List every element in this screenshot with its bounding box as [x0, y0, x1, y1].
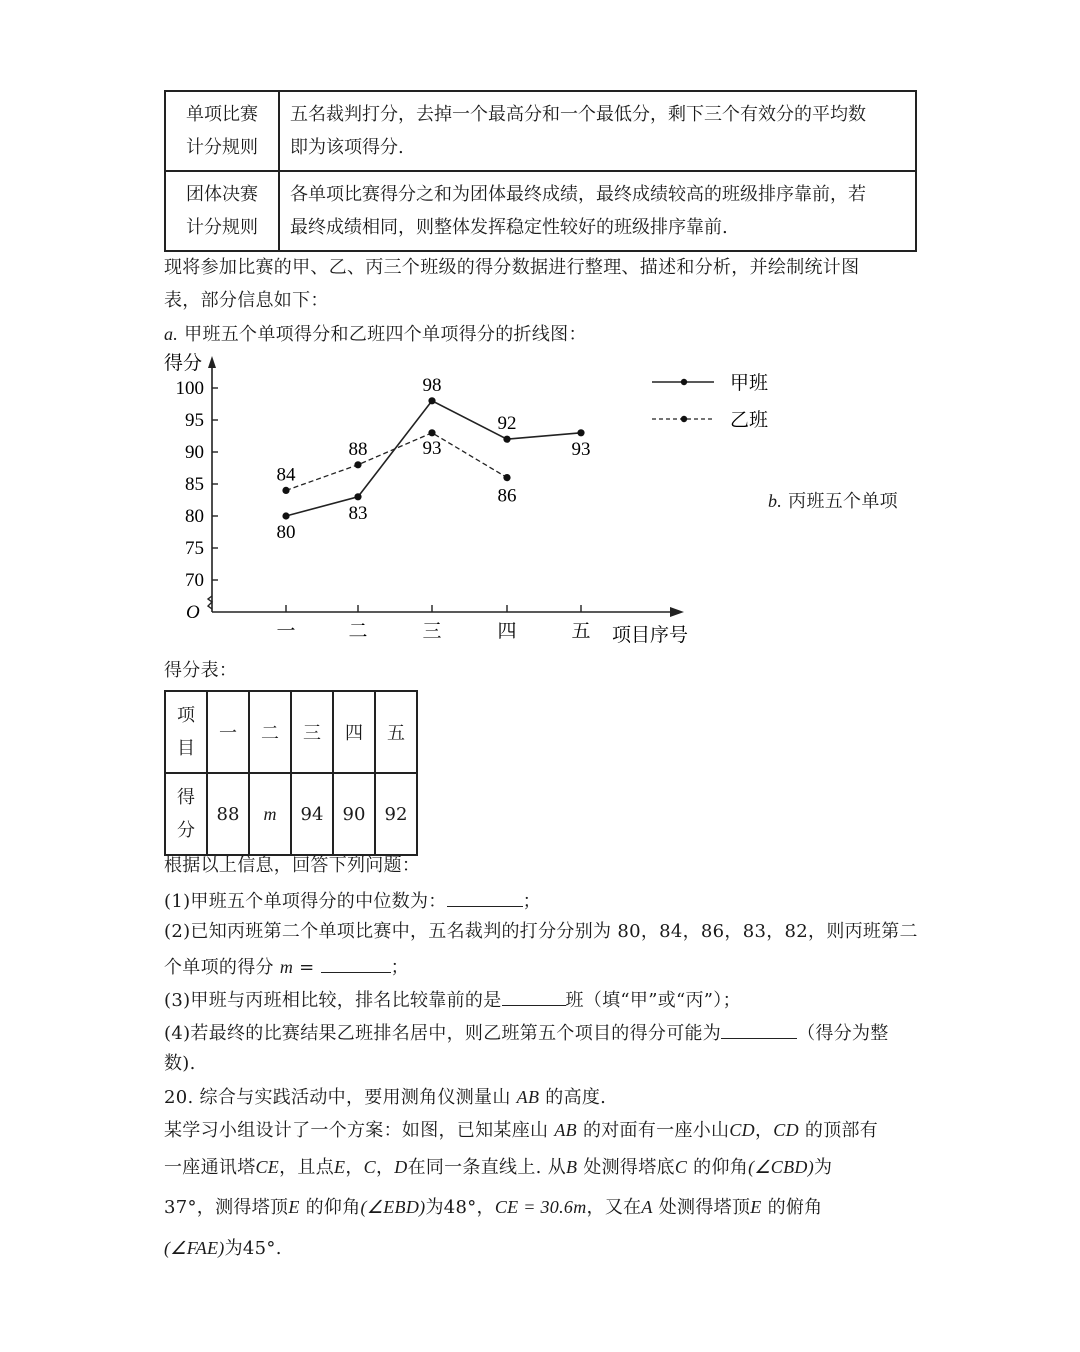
series-line-yi: [286, 433, 507, 491]
data-label: 80: [276, 522, 296, 543]
y-tick-label: 100: [175, 378, 204, 399]
score-table-score-row: [165, 773, 417, 855]
score-table-item: 一: [207, 691, 249, 773]
x-axis-label: 项目序号: [612, 625, 689, 646]
text: ，且点: [279, 1157, 335, 1178]
text: 20. 综合与实践活动中，要用测角仪测量山: [164, 1087, 517, 1108]
answer-blank-1[interactable]: [447, 888, 523, 907]
y-tick-label: 95: [185, 410, 204, 431]
question-2-text: 个单项的得分: [164, 957, 274, 978]
answer-blank-2[interactable]: [321, 954, 391, 973]
y-tick-label: 90: [185, 442, 204, 463]
question-3-suffix: 班（填“甲”或“丙”）；: [565, 990, 741, 1011]
score-table-header-label: [165, 691, 207, 773]
y-tick-label: 80: [185, 506, 204, 527]
text: 的对面有一座小山: [576, 1120, 730, 1141]
text: 一座通讯塔: [164, 1157, 256, 1178]
var-ce: CE: [255, 1157, 280, 1177]
rules-desc-line: 即为该项得分.: [290, 137, 404, 158]
chart-series: [277, 375, 591, 543]
data-point: [503, 436, 510, 443]
var-e: E: [334, 1157, 346, 1177]
problem-20-line-5: [164, 1237, 282, 1260]
data-label: 88: [348, 438, 368, 460]
part-a-text: 甲班五个单项得分和乙班四个单项得分的折线图：: [184, 324, 587, 345]
rules-label-line: 计分规则: [186, 217, 258, 238]
chart-legend: [652, 372, 768, 431]
var-cd: CD: [729, 1120, 755, 1140]
score-table-item: 三: [291, 691, 333, 773]
text: 的仰角: [687, 1157, 749, 1178]
var-e: E: [750, 1197, 762, 1217]
data-point: [282, 512, 289, 519]
score-table-value: m: [249, 773, 291, 855]
x-tick-label: 一: [276, 621, 296, 642]
text: 处测得塔顶: [652, 1197, 751, 1218]
answer-blank-3[interactable]: [502, 987, 566, 1006]
legend-label-yi: 乙班: [730, 410, 769, 431]
score-table-item: 四: [333, 691, 375, 773]
data-label: 98: [422, 374, 442, 396]
rules-label-line: 单项比赛: [186, 104, 258, 125]
question-1-text: (1)甲班五个单项得分的中位数为：: [164, 891, 447, 912]
data-label: 93: [422, 437, 442, 459]
data-point: [428, 429, 435, 436]
score-table-score-label: [165, 773, 207, 855]
question-4-line-1: [164, 1020, 889, 1045]
score-label-char: 分: [177, 820, 195, 841]
question-2-suffix: ；: [390, 957, 409, 978]
var-c: C: [363, 1157, 376, 1177]
rules-desc-line: 各单项比赛得分之和为团体最终成绩，最终成绩较高的班级排序靠前，若: [290, 184, 866, 205]
header-label-char: 目: [177, 738, 195, 759]
y-axis-label: 得分: [164, 353, 203, 374]
part-b-heading: [768, 490, 898, 513]
text: 的仰角: [299, 1197, 361, 1218]
problem-20-line-2: [164, 1119, 878, 1142]
text: ，: [754, 1120, 774, 1141]
intro-line-1: 现将参加比赛的甲、乙、丙三个班级的得分数据进行整理、描述和分析，并绘制统计图: [164, 257, 860, 278]
question-3: [164, 987, 741, 1012]
rules-label-line: 团体决赛: [186, 184, 258, 205]
score-table-item: 二: [249, 691, 291, 773]
angle-fae: (∠FAE): [164, 1238, 225, 1258]
problem-20-line-1: [164, 1086, 606, 1109]
part-a-letter: a.: [164, 324, 179, 344]
score-table-caption: 得分表：: [164, 660, 238, 681]
problem-20-line-3: [164, 1156, 832, 1179]
angle-cbd: (∠CBD): [748, 1157, 815, 1177]
intro-line-2: 表，部分信息如下：: [164, 290, 329, 311]
y-tick-label: 70: [185, 570, 204, 591]
question-4-line-2: 数).: [164, 1053, 196, 1074]
score-label-char: 得: [177, 787, 195, 808]
var-b: B: [566, 1157, 578, 1177]
equals-sign: =: [293, 957, 321, 978]
var-e: E: [288, 1197, 300, 1217]
x-tick-label: 二: [348, 621, 368, 642]
data-point: [354, 493, 361, 500]
question-4-text: (4)若最终的比赛结果乙班排名居中，则乙班第五个项目的得分可能为: [164, 1023, 722, 1044]
rules-label-line: 计分规则: [186, 137, 258, 158]
y-axis-arrow-icon: [208, 356, 216, 368]
score-table-value: 94: [291, 773, 333, 855]
question-4-suffix: （得分为整: [797, 1023, 889, 1044]
score-table-value: 92: [375, 773, 417, 855]
x-tick-label: 三: [422, 621, 442, 642]
origin-label: O: [186, 602, 200, 623]
text: 某学习小组设计了一个方案：如图，已知某座山: [164, 1120, 555, 1141]
question-1-suffix: ；: [522, 891, 541, 912]
y-tick-label: 75: [185, 538, 204, 559]
data-label: 83: [348, 502, 368, 524]
data-label: 86: [497, 485, 517, 507]
text: ，: [345, 1157, 364, 1178]
data-point: [282, 487, 289, 494]
data-label: 92: [497, 413, 517, 435]
text: 37°，测得塔顶: [164, 1197, 289, 1218]
var-d: D: [394, 1157, 408, 1177]
x-ticks: [276, 605, 590, 642]
line-chart: [0, 0, 1080, 660]
var-a: A: [641, 1197, 653, 1217]
x-tick-label: 四: [497, 621, 517, 642]
text: 为45°.: [224, 1238, 282, 1259]
score-table-item: 五: [375, 691, 417, 773]
score-table-value: 88: [207, 773, 249, 855]
text: 的顶部有: [798, 1120, 879, 1141]
question-2-line-1: (2)已知丙班第二个单项比赛中，五名裁判的打分分别为 80，84，86，83，82，则丙班第二: [164, 921, 918, 942]
rules-desc-line: 最终成绩相同，则整体发挥稳定性较好的班级排序靠前.: [290, 217, 728, 238]
text: 为48°，: [425, 1197, 495, 1218]
data-point: [503, 474, 510, 481]
variable-m: m: [279, 957, 294, 977]
part-b-letter: b.: [768, 491, 783, 511]
text: ，又在: [586, 1197, 642, 1218]
legend-label-jia: 甲班: [730, 373, 769, 394]
questions-lead: 根据以上信息，回答下列问题：: [164, 855, 421, 876]
question-3-text: (3)甲班与丙班相比较，排名比较靠前的是: [164, 990, 502, 1011]
data-point: [577, 429, 584, 436]
header-label-char: 项: [177, 705, 195, 726]
part-b-text: 丙班五个单项: [788, 491, 898, 512]
var-c: C: [674, 1157, 688, 1177]
data-point: [428, 397, 435, 404]
var-cd: CD: [773, 1120, 799, 1140]
problem-20-line-4: [164, 1196, 822, 1219]
text: ，: [375, 1157, 395, 1178]
text: 的高度.: [539, 1087, 607, 1108]
data-label: 84: [276, 464, 296, 486]
question-2-line-2: [164, 954, 409, 979]
text: 的俯角: [761, 1197, 823, 1218]
data-label: 93: [571, 438, 591, 460]
score-table-header-row: [165, 691, 417, 773]
x-axis-arrow-icon: [670, 607, 684, 617]
x-tick-label: 五: [571, 621, 591, 642]
score-table-value: 90: [333, 773, 375, 855]
text: 为: [814, 1157, 833, 1178]
equation-ce: CE = 30.6m: [494, 1197, 587, 1217]
question-1: [164, 888, 541, 913]
score-table: [164, 690, 418, 856]
text: 处测得塔底: [577, 1157, 675, 1178]
var-ab: AB: [554, 1120, 577, 1140]
answer-blank-4[interactable]: [721, 1020, 797, 1039]
rules-desc-line: 五名裁判打分，去掉一个最高分和一个最低分，剩下三个有效分的平均数: [290, 104, 866, 125]
data-point: [354, 461, 361, 468]
angle-ebd: (∠EBD): [360, 1197, 426, 1217]
text: 在同一条直线上. 从: [407, 1157, 567, 1178]
y-tick-label: 85: [185, 474, 204, 495]
var-ab: AB: [516, 1087, 540, 1107]
